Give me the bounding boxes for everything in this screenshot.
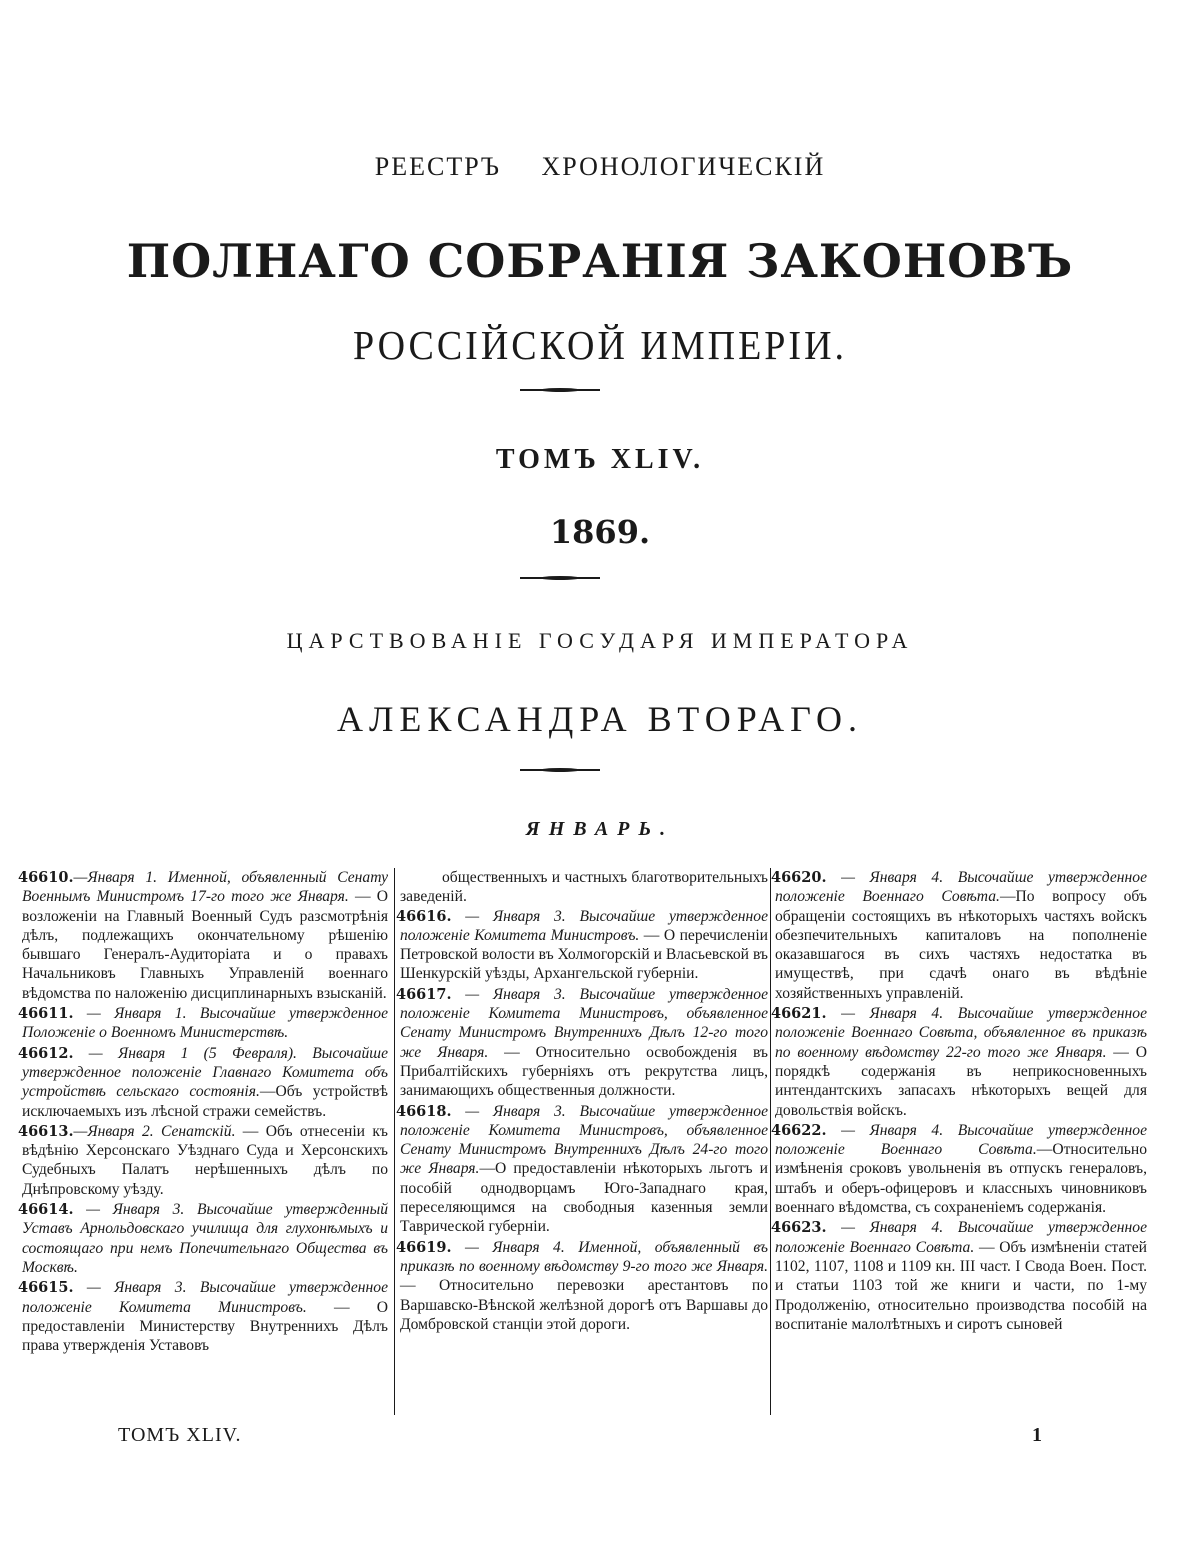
law-number: 46617. (396, 985, 452, 1003)
law-entry (396, 1238, 768, 1334)
volume-title: ТОМЪ XLIV. (495, 444, 705, 475)
law-entry (18, 1122, 388, 1199)
law-date-source: — Января 4. Именной, объявленный въ приказѣ по военному вѣдомству 9-го того же Января. (400, 1238, 768, 1275)
collection-title: ПОЛНАГО СОБРАНІЯ ЗАКОНОВЪ (126, 234, 1074, 288)
law-date-source: — Января 3. Высочайше утвержденное положеніе Комитета Министровъ, объявленное Сенату Министромъ Внутреннихъ Дѣлъ 12-го того же Января. (400, 985, 768, 1061)
law-entry (771, 868, 1147, 1003)
law-subject: — О порядкѣ содержанія въ неприкосновенныхъ интендантскихъ запасахъ нѣкоторыхъ вещей для довольствія войскъ. (775, 1043, 1147, 1119)
law-entry (18, 868, 388, 1003)
law-date-source: — Января 4. Высочайше утвержденное положеніе Военнаго Совѣта, объявленное въ приказѣ по военному вѣдомству 22-го того же Января. (775, 1005, 1147, 1061)
empire-title: РОССІЙСКОЙ ИМПЕРІИ. (352, 323, 848, 369)
law-date-source: — Января 3. Высочайше утвержденный Уставъ Арнольдовскаго училища для глухонѣмыхъ и состоящаго при немъ Попечительнаго Общества въ Москвѣ. (22, 1201, 388, 1276)
law-subject: —Относительно измѣненія сроковъ увольненія въ отпускъ генераловъ, штабъ и оберъ-офицеровъ и классныхъ чиновниковъ военнаго вѣдомства, съ сохраненіемъ содержанія. (775, 1141, 1147, 1217)
law-entry (18, 1004, 388, 1043)
column-2 (396, 868, 768, 1335)
law-number: 46620. (771, 869, 827, 886)
column-divider (770, 868, 771, 1415)
law-date-source: — Января 3. Высочайше утвержденное положеніе Комитета Министровъ, объявленное Сенату Министромъ Внутреннихъ Дѣлъ 24-го того же Января. (400, 1102, 768, 1178)
law-subject: —По вопросу объ обращеніи состоящихъ въ нѣкоторыхъ частяхъ войскъ обезпечительныхъ капиталовъ на пополненіе оказавшагося въ сихъ частяхъ недостатка въ имуществѣ, при сдачѣ онаго въ вѣдѣніе хозяйственныхъ управленій. (775, 888, 1147, 1002)
law-subject: — О перечисленіи Петровской волости въ Холмогорскій и Власьевской въ Шенкурскій уѣзды, Архангельской губерніи. (400, 926, 768, 983)
law-date-source: — Января 4. Высочайше утвержденное положеніе Военнаго Совѣта. (775, 869, 1147, 906)
law-number: 46613. (18, 1122, 74, 1140)
law-date-source: — Января 4. Высочайше утвержденное положеніе Военнаго Совѣта. (775, 1121, 1147, 1159)
law-date-source: — Января 1 (5 Февраля). Высочайше утвержденное положеніе Главнаго Комитета объ устройствѣ сельскаго состоянія. (22, 1044, 388, 1101)
law-entry (18, 1278, 389, 1355)
ornamental-rule (520, 576, 600, 580)
law-entry (18, 1200, 388, 1277)
emperor-name: АЛЕКСАНДРА ВТОРАГО. (336, 699, 864, 739)
law-entry (771, 1121, 1147, 1217)
law-entry (771, 1004, 1147, 1120)
law-subject: — Объ отнесеніи къ вѣдѣнію Херсонскаго Уѣзднаго Суда и Херсонскихъ Судебныхъ Палатъ нерѣшенныхъ дѣлъ по Днѣпровскому уѣзду. (22, 1122, 388, 1198)
registry-word: РЕЕСТРЪ (374, 152, 502, 181)
law-date-source: — Января 4. Высочайше утвержденное положеніе Военнаго Совѣта. (775, 1219, 1147, 1256)
law-subject: — Относительно освобожденія въ Прибалтійскихъ губерніяхъ отъ рекрутства лицъ, занимающихъ общественныя должности. (400, 1043, 768, 1100)
law-number: 46611. (18, 1005, 74, 1023)
law-subject: — Относительно перевозки арестантовъ по Варшавско-Вѣнской желѣзной дорогѣ отъ Варшавы до Домбровской станціи этой дороги. (400, 1277, 768, 1333)
reign-heading: ЦАРСТВОВАНІЕ ГОСУДАРЯ ИМПЕРАТОРА (286, 628, 914, 653)
law-date-source: —Января 1. Именной, объявленный Сенату Военнымъ Министромъ 17-го того же Января. (22, 869, 388, 906)
law-date-source: —Января 2. Сенатскій. (73, 1122, 236, 1140)
law-subject: —Объ устройствѣ исключаемыхъ изъ лѣсной стражи семействъ. (22, 1083, 388, 1120)
law-date-source: — Января 1. Высочайше утвержденное Положеніе о Военномъ Министерствѣ. (22, 1005, 388, 1042)
continuation-text: общественныхъ и частныхъ благотворительныхъ заведеній. (400, 869, 768, 906)
law-subject: — О предоставленіи Министерству Внутреннихъ Дѣлъ права утвержденія Уставовъ (22, 1298, 389, 1355)
law-subject: —О предоставленіи нѣкоторыхъ льготъ и пособій однодворцамъ Юго-Западнаго края, переселяющимся на свободныя казенныя земли Таврической губерніи. (400, 1160, 768, 1236)
law-number: 46618. (396, 1102, 452, 1120)
year-title: 1869. (549, 513, 651, 551)
law-date-source: — Января 3. Высочайше утвержденное положеніе Комитета Министровъ. (22, 1279, 388, 1316)
chronological-word: ХРОНОЛОГИЧЕСКІЙ (541, 152, 826, 181)
column-3 (771, 868, 1147, 1335)
law-entry (396, 1102, 768, 1237)
law-number: 46619. (396, 1238, 452, 1256)
law-number: 46616. (396, 907, 452, 925)
law-subject: — Объ измѣненіи статей 1102, 1107, 1108 и 1109 кн. III част. I Свода Воен. Пост. и статьи 1103 той же книги и части, по 1-му Продолженію, относительно производства пособій на воспитаніе малолѣтныхъ и сиротъ сыновей (775, 1238, 1147, 1333)
law-number: 46623. (771, 1219, 827, 1237)
law-number: 46614. (18, 1201, 74, 1219)
column-divider (394, 868, 395, 1415)
law-number: 46615. (18, 1279, 74, 1297)
law-number: 46621. (771, 1005, 827, 1023)
registry-title (0, 152, 1200, 182)
law-entry (771, 1218, 1147, 1334)
law-entry (396, 985, 768, 1101)
month-heading: ЯНВАРЬ. (525, 818, 675, 840)
law-date-source: — Января 3. Высочайше утвержденное положеніе Комитета Министровъ. (400, 907, 768, 944)
law-number: 46610. (18, 869, 74, 886)
ornamental-rule (520, 388, 600, 392)
ornamental-rule (520, 768, 600, 772)
column-1 (18, 868, 389, 1356)
law-entry (18, 1044, 388, 1121)
page-number: 1 (1032, 1424, 1042, 1446)
law-subject: — О возложеніи на Главный Военный Судъ разсмотрѣнія дѣлъ, подлежащихъ окончательному рѣшенію бывшаго Генералъ-Аудиторіата и о правахъ Начальниковъ Главныхъ Управленій военнаго вѣдомства по наложенію дисциплинарныхъ взысканій. (22, 888, 388, 1002)
law-entry (396, 907, 768, 984)
law-number: 46622. (771, 1121, 827, 1139)
law-number: 46612. (18, 1044, 74, 1062)
footer-volume: ТОМЪ XLIV. (118, 1424, 242, 1446)
